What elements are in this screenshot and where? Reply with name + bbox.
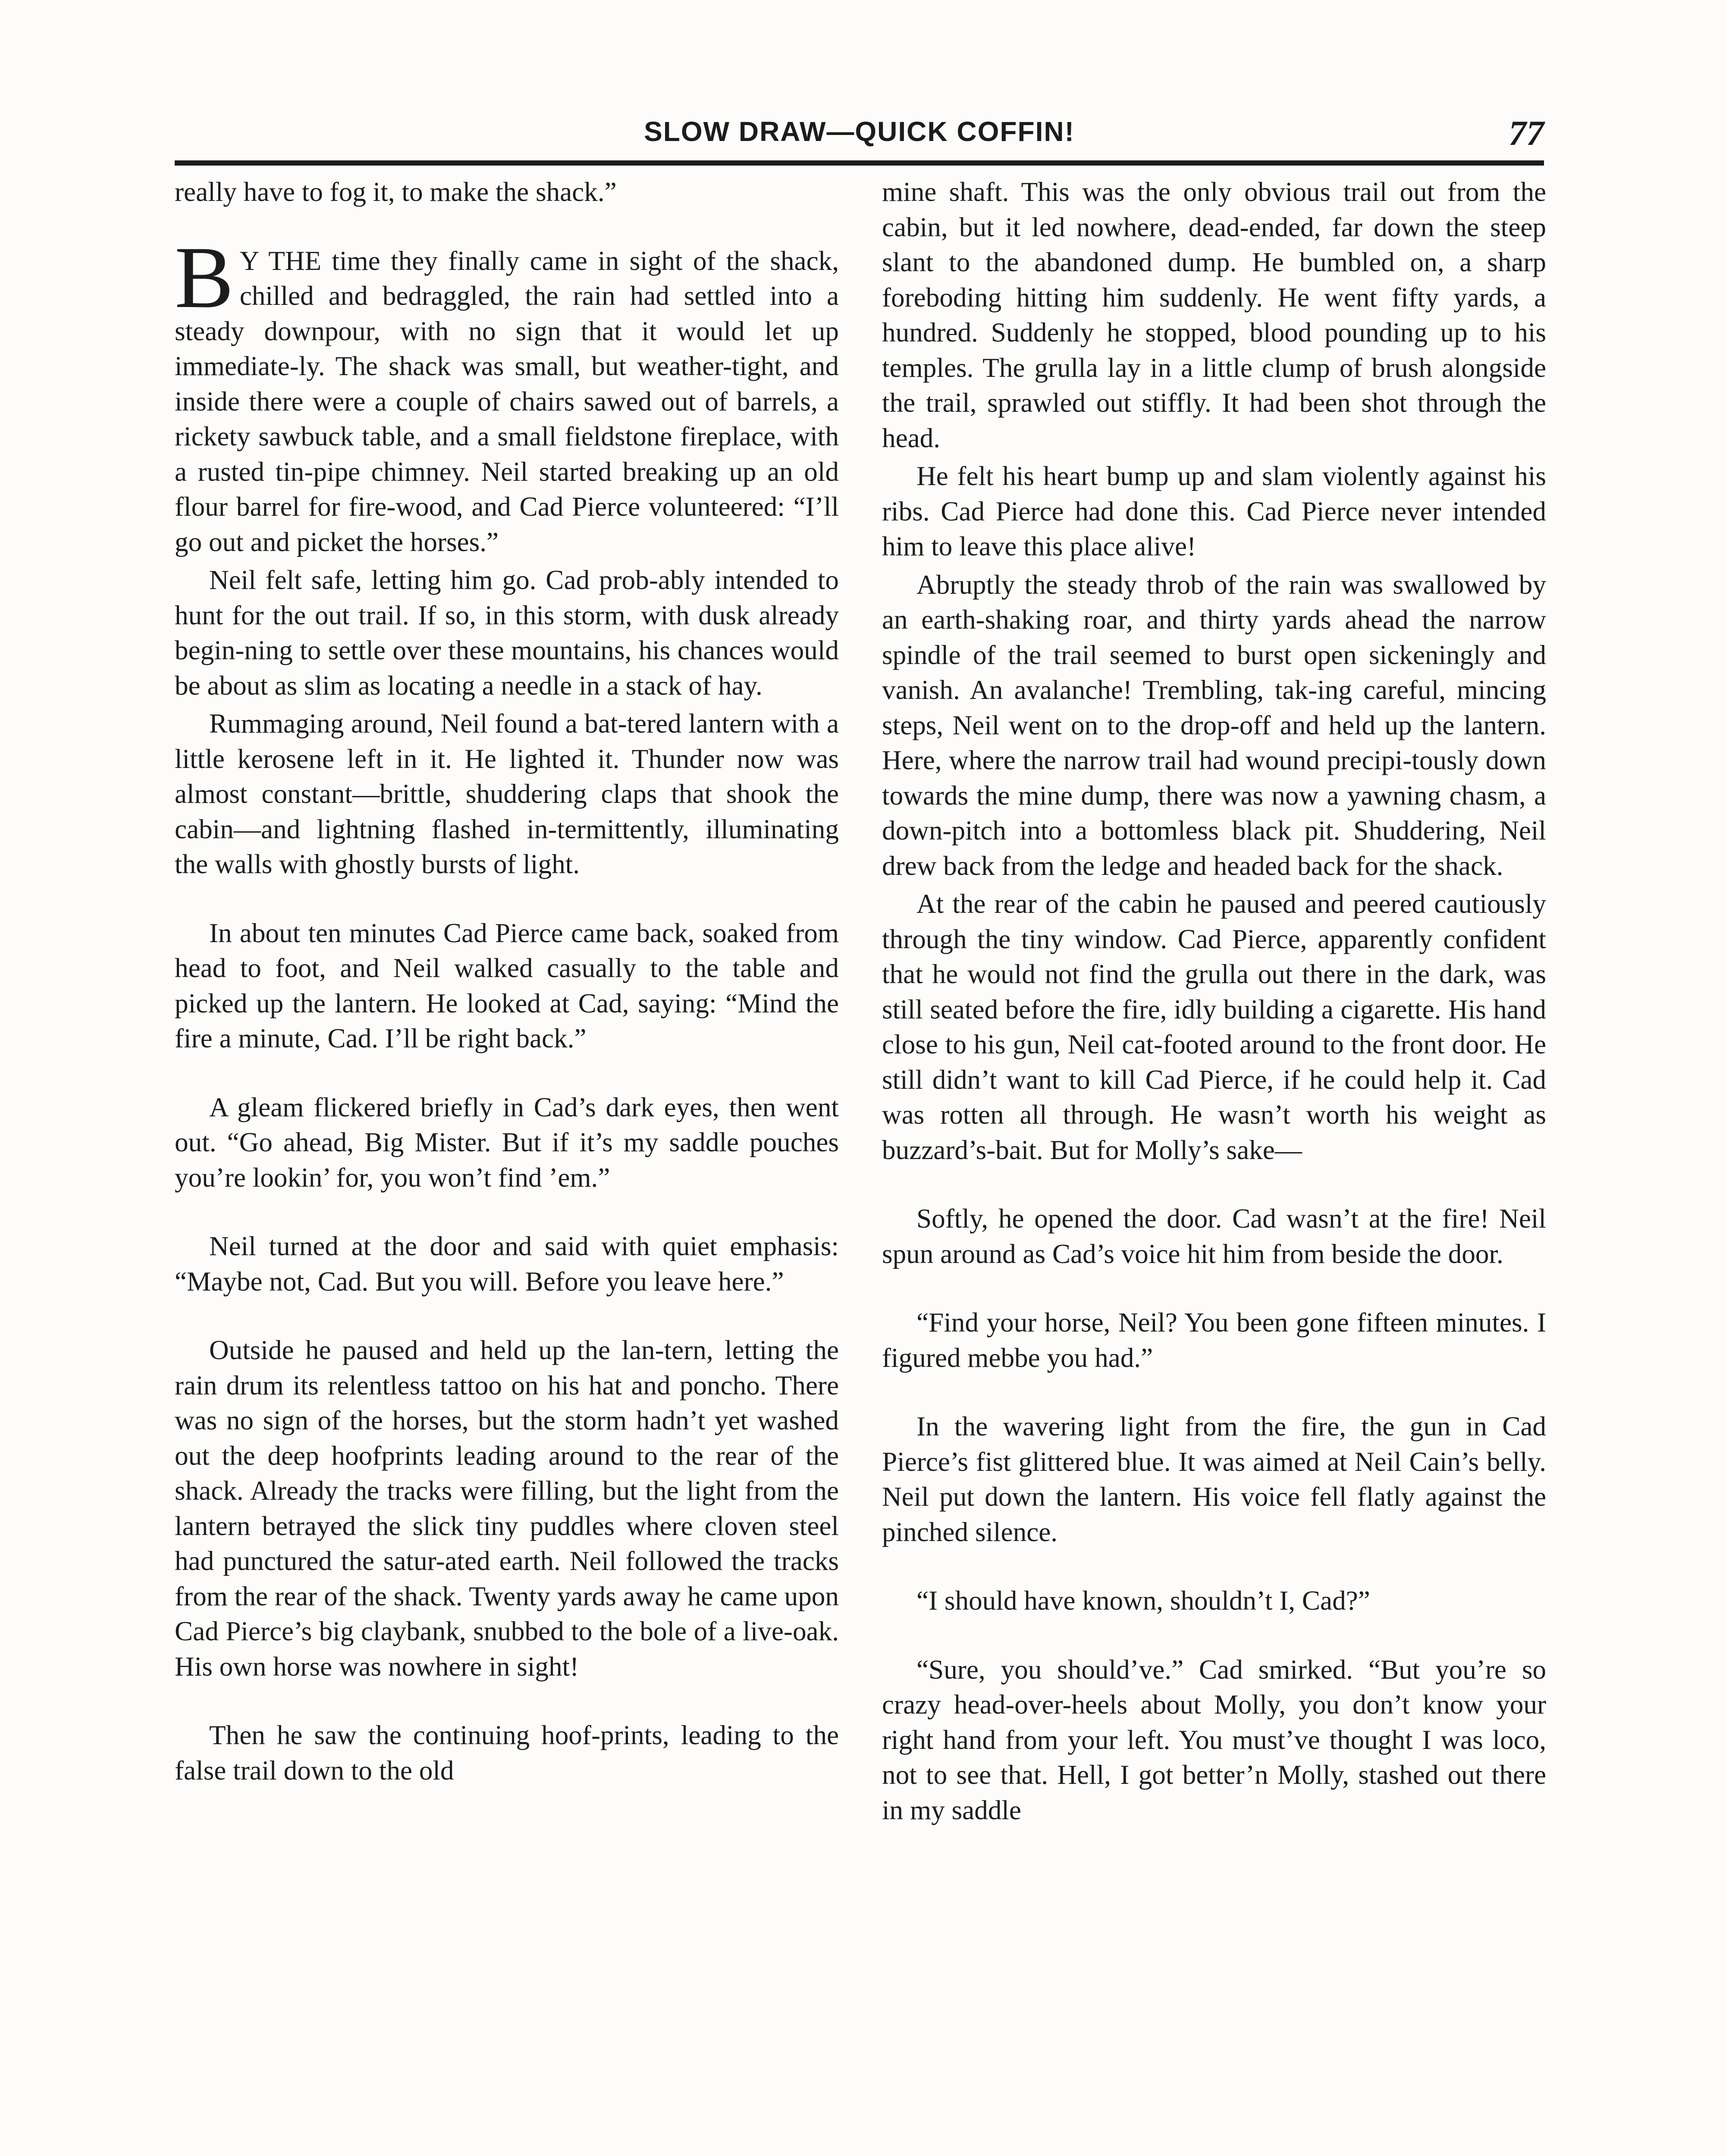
paragraph: “Sure, you should’ve.” Cad smirked. “But you’re so crazy head-over-heels about Molly, you don’t know your right hand from your left. You must’ve thought I was loco, not to see that. Hell, I got better’n Molly, stashed out there in my saddle (882, 1654, 1546, 1825)
paragraph: In the wavering light from the fire, the gun in Cad Pierce’s fist glittered blue. It was aimed at Neil Cain’s belly. Neil put down the lantern. His voice fell flatly against the pinched silence. (882, 1411, 1546, 1547)
paragraph: Neil felt safe, letting him go. Cad prob-ably intended to hunt for the out trail. If so, in this storm, with dusk already begin-ning to settle over these mountains, his chances would be about as slim as locating a needle in a stack of hay. (175, 565, 839, 701)
paragraph: Neil turned at the door and said with quiet emphasis: “Maybe not, Cad. But you will. Before you leave here.” (175, 1231, 839, 1297)
page-number: 77 (1509, 113, 1544, 153)
paragraph: At the rear of the cabin he paused and peered cautiously through the tiny window. Cad Pierce, apparently confident that he would not find the grulla out there in the dark, was still seated before the fire, idly building a cigarette. His hand close to his gun, Neil cat-footed around to the front door. He still didn’t want to kill Cad Pierce, if he could help it. Cad was rotten all through. He wasn’t worth his weight as buzzard’s-bait. But for Molly’s sake— (882, 889, 1546, 1165)
paragraph: In about ten minutes Cad Pierce came back, soaked from head to foot, and Neil walked casually to the table and picked up the lantern. He looked at Cad, saying: “Mind the fire a minute, Cad. I’ll be right back.” (175, 918, 839, 1053)
paragraph: A gleam flickered briefly in Cad’s dark eyes, then went out. “Go ahead, Big Mister. But if it’s my saddle pouches you’re lookin’ for, you won’t find ’em.” (175, 1092, 839, 1193)
running-title: SLOW DRAW—QUICK COFFIN! (644, 116, 1075, 147)
right-column (882, 175, 1546, 1831)
paragraph: really have to fog it, to make the shack.” (175, 177, 617, 207)
paragraph: Rummaging around, Neil found a bat-tered lantern with a little kerosene left in it. He lighted it. Thunder now was almost constant—brittle, shuddering claps that shook the cabin—and lightning flashed in-termittently, illuminating the walls with ghostly bursts of light. (175, 708, 839, 879)
paragraph: Then he saw the continuing hoof-prints, leading to the false trail down to the old (175, 1720, 839, 1786)
paragraph: mine shaft. This was the only obvious trail out from the cabin, but it led nowhere, dead-ended, far down the steep slant to the abandoned dump. He bumbled on, a sharp foreboding hitting him suddenly. He went fifty yards, a hundred. Suddenly he stopped, blood pounding up to his temples. The grulla lay in a little clump of brush alongside the trail, sprawled out stiffly. It had been shot through the head. (882, 177, 1546, 453)
paragraph: Abruptly the steady throb of the rain was swallowed by an earth-shaking roar, and thirty yards ahead the narrow spindle of the trail seemed to burst open sickeningly and vanish. An avalanche! Trembling, tak-ing careful, mincing steps, Neil went on to the drop-off and held up the lantern. Here, where the narrow trail had wound precipi-tously down towards the mine dump, there was now a yawning chasm, a down-pitch into a bottomless black pit. Shuddering, Neil drew back from the ledge and headed back for the shack. (882, 569, 1546, 881)
paragraph-drop-cap: BY THE time they finally came in sight of the shack, chilled and bedraggled, the rain had settled into a steady downpour, with no sign that it would let up immediate-ly. The shack was small, but weather-tight, and inside there were a couple of chairs sawed out of barrels, a rickety sawbuck table, and a small fieldstone fireplace, with a rusted tin-pipe chimney. Neil started breaking up an old flour barrel for fire-wood, and Cad Pierce volunteered: “I’ll go out and picket the horses.” (175, 228, 839, 557)
header-rule (175, 160, 1544, 166)
left-column (175, 175, 839, 1791)
paragraph: Outside he paused and held up the lan-tern, letting the rain drum its relentless tattoo on his hat and poncho. There was no sign of the horses, but the storm hadn’t yet washed out the deep hoofprints leading around to the rear of the shack. Already the tracks were filling, but the light from the lantern betrayed the slick tiny puddles where cloven steel had punctured the satur-ated earth. Neil followed the tracks from the rear of the shack. Twenty yards away he came upon Cad Pierce’s big claybank, snubbed to the bole of a live-oak. His own horse was nowhere in sight! (175, 1335, 839, 1682)
paragraph: He felt his heart bump up and slam violently against his ribs. Cad Pierce had done this. Cad Pierce never intended him to leave this place alive! (882, 461, 1546, 561)
paragraph: Softly, he opened the door. Cad wasn’t at the fire! Neil spun around as Cad’s voice hit him from beside the door. (882, 1203, 1546, 1269)
paragraph: “I should have known, shouldn’t I, Cad?” (916, 1586, 1370, 1616)
running-header (175, 113, 1544, 160)
paragraph: “Find your horse, Neil? You been gone fifteen minutes. I figured mebbe you had.” (882, 1307, 1546, 1373)
